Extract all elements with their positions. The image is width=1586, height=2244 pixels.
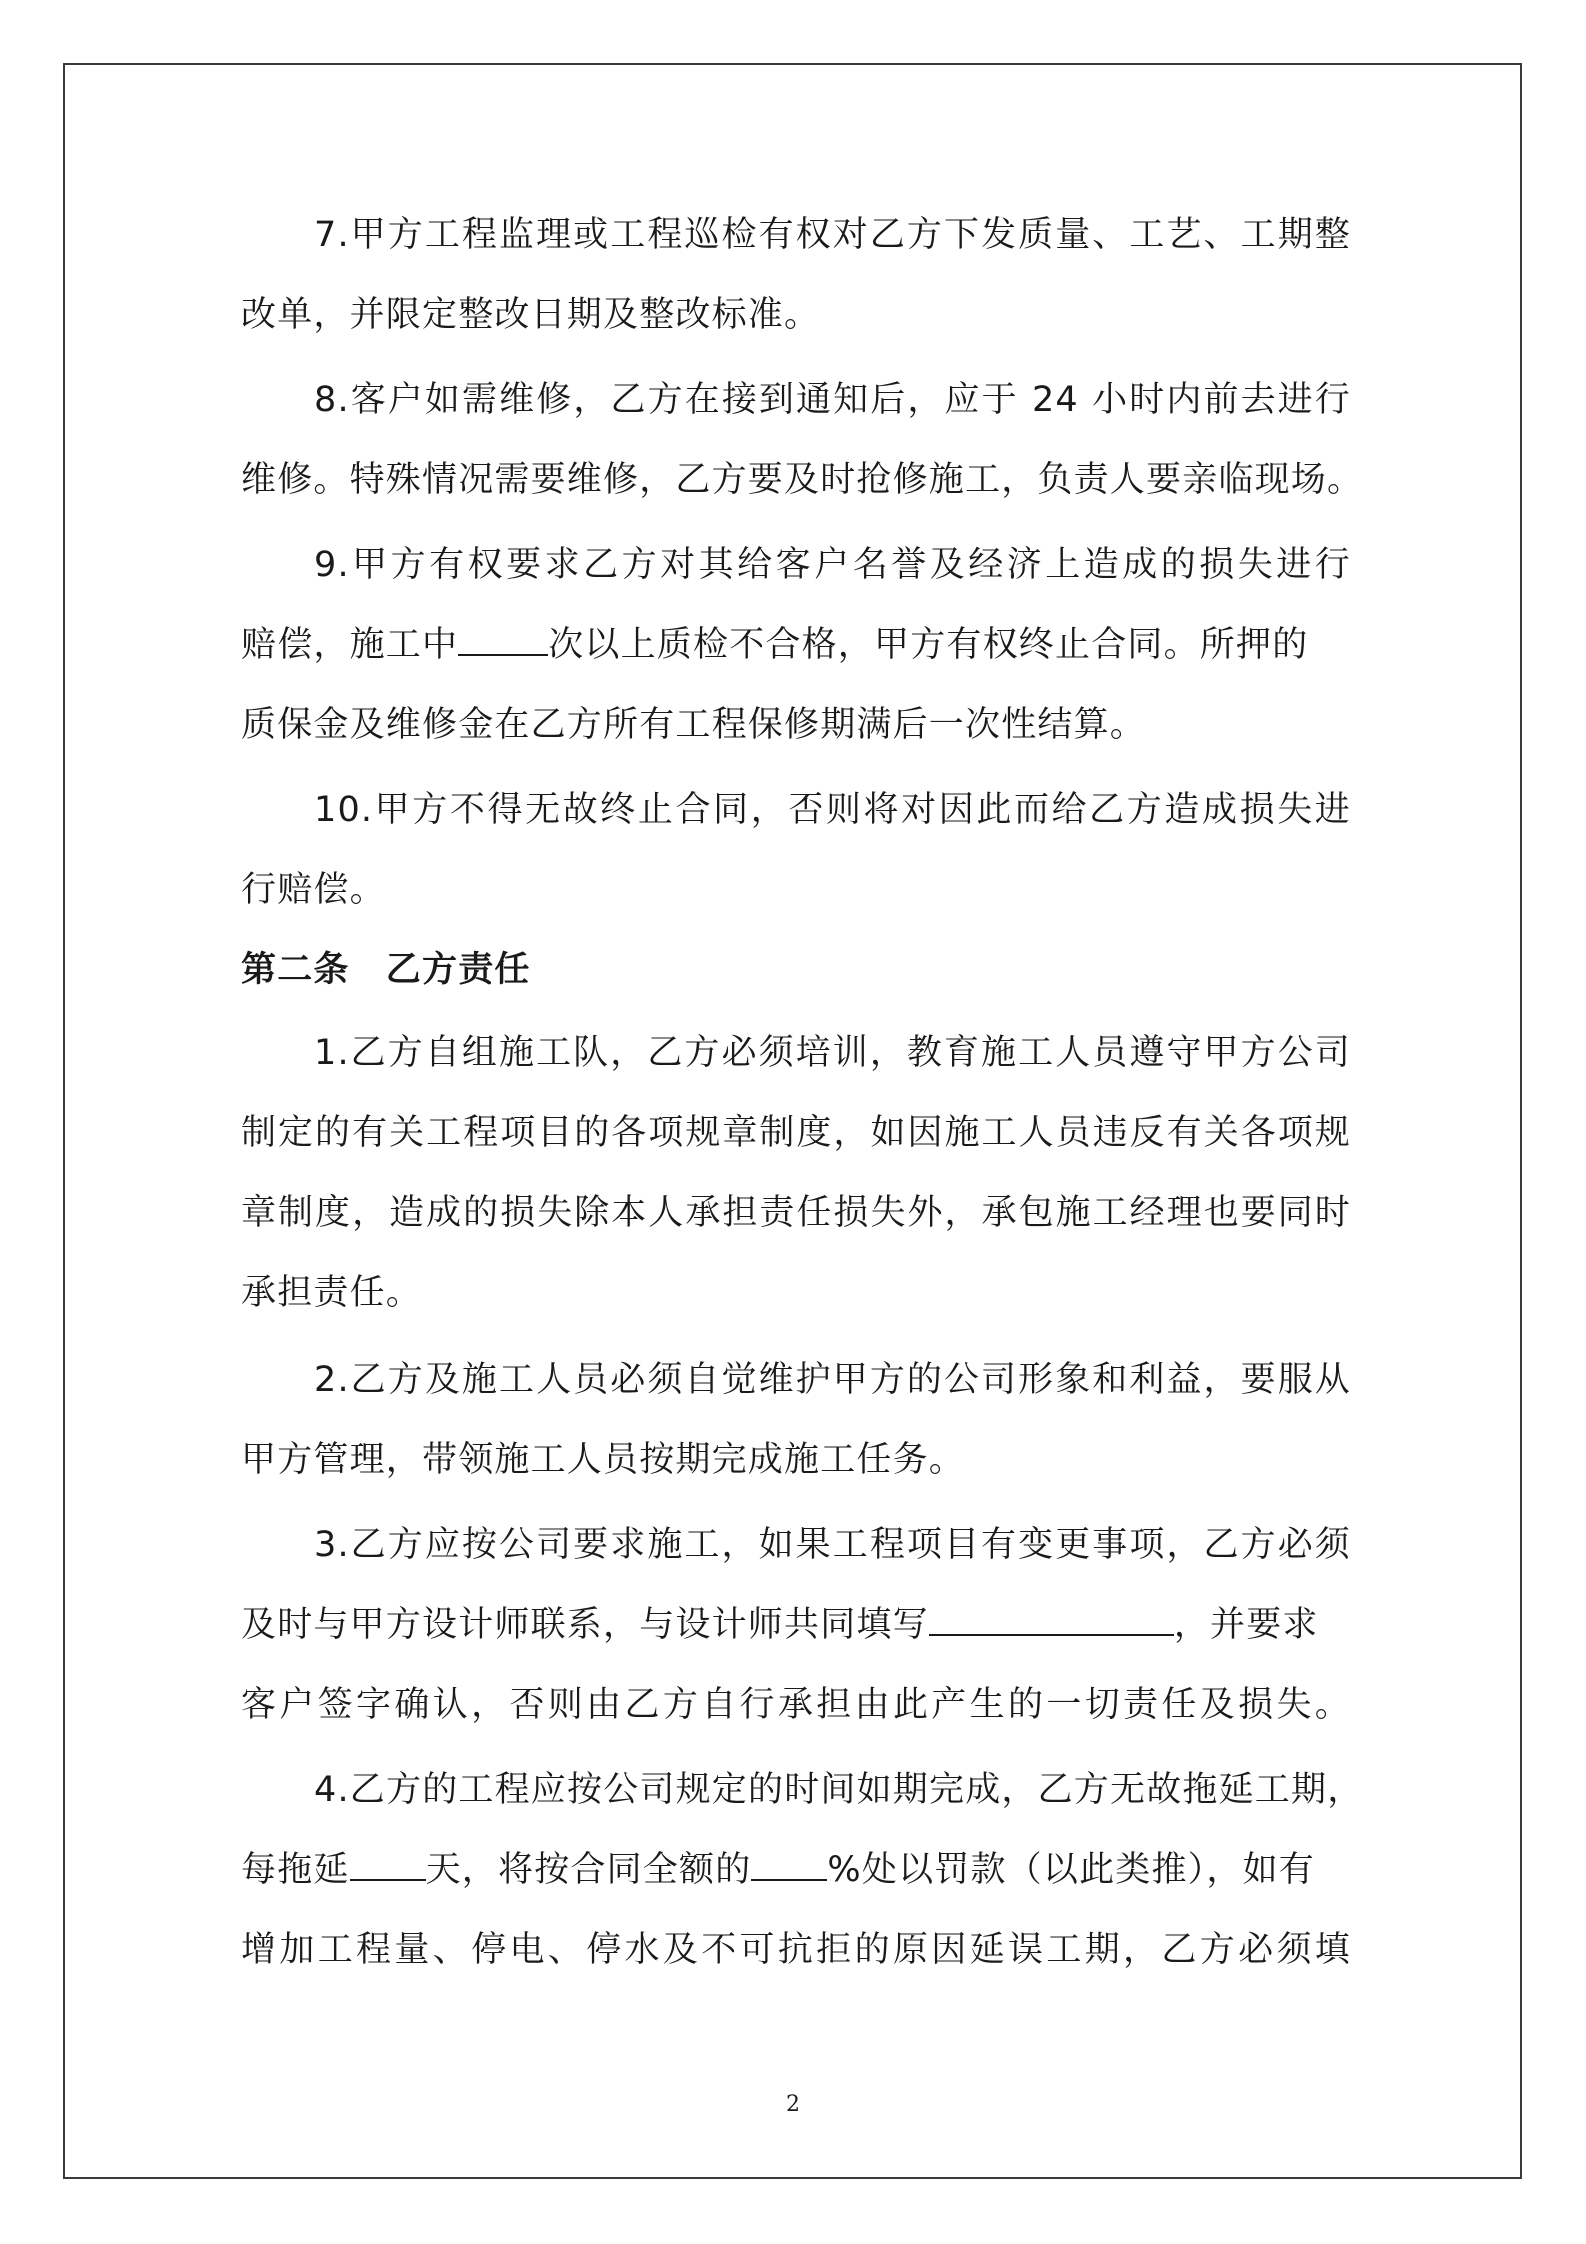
clause-7-line-2: 改单，并限定整改日期及整改标准。 <box>241 295 821 335</box>
item-3-line-2 <box>241 1585 1351 1665</box>
item-1 <box>241 1013 1351 1333</box>
item-3-line-3: 客户签字确认，否则由乙方自行承担由此产生的一切责任及损失。 <box>241 1685 1351 1725</box>
clause-7-line-1: 7.甲方工程监理或工程巡检有权对乙方下发质量、工艺、工期整 <box>314 215 1351 255</box>
item-4-line-2-mid: 天，将按合同全额的 <box>425 1850 752 1890</box>
item-1-line-4: 承担责任。 <box>241 1273 423 1313</box>
fill-in-blank-days[interactable] <box>350 1851 426 1881</box>
fill-in-blank-count[interactable] <box>458 626 548 656</box>
clause-9 <box>241 525 1351 765</box>
item-3 <box>241 1505 1351 1745</box>
clause-7 <box>241 195 1351 355</box>
item-4 <box>241 1750 1364 1990</box>
item-4-line-1: 4.乙方的工程应按公司规定的时间如期完成，乙方无故拖延工期， <box>314 1770 1364 1810</box>
section-2-heading: 第二条 乙方责任 <box>241 950 531 990</box>
clause-10-line-2: 行赔偿。 <box>241 870 386 910</box>
item-2 <box>241 1340 1351 1500</box>
item-4-line-2-end: %处以罚款（以此类推），如有 <box>827 1850 1315 1890</box>
clause-8-line-2: 维修。特殊情况需要维修，乙方要及时抢修施工，负责人要亲临现场。 <box>241 460 1364 500</box>
item-4-line-2 <box>241 1830 1351 1910</box>
fill-in-blank-percent[interactable] <box>751 1851 827 1881</box>
clause-9-line-3: 质保金及维修金在乙方所有工程保修期满后一次性结算。 <box>241 705 1147 745</box>
item-3-line-2-start: 及时与甲方设计师联系，与设计师共同填写 <box>241 1605 929 1645</box>
clause-8 <box>241 360 1364 520</box>
item-4-line-2-start: 每拖延 <box>241 1850 350 1890</box>
item-3-line-2-end: ，并要求 <box>1173 1605 1319 1645</box>
clause-9-line-1: 9.甲方有权要求乙方对其给客户名誉及经济上造成的损失进行 <box>314 545 1351 585</box>
clause-9-line-2-start: 赔偿，施工中 <box>241 625 459 665</box>
clause-9-line-2-end: 次以上质检不合格，甲方有权终止合同。所押的 <box>548 625 1309 665</box>
item-2-line-2: 甲方管理，带领施工人员按期完成施工任务。 <box>241 1440 966 1480</box>
fill-in-blank-form[interactable] <box>929 1606 1174 1636</box>
clause-9-line-2 <box>241 605 1351 685</box>
item-4-line-3: 增加工程量、停电、停水及不可抗拒的原因延误工期，乙方必须填 <box>241 1930 1351 1970</box>
clause-8-line-1: 8.客户如需维修，乙方在接到通知后，应于 24 小时内前去进行 <box>314 380 1351 420</box>
item-3-line-1: 3.乙方应按公司要求施工，如果工程项目有变更事项，乙方必须 <box>314 1525 1351 1565</box>
item-1-line-2: 制定的有关工程项目的各项规章制度，如因施工人员违反有关各项规 <box>241 1113 1351 1153</box>
clause-10-line-1: 10.甲方不得无故终止合同，否则将对因此而给乙方造成损失进 <box>314 790 1351 830</box>
clause-10 <box>241 770 1351 930</box>
item-2-line-1: 2.乙方及施工人员必须自觉维护甲方的公司形象和利益，要服从 <box>314 1360 1351 1400</box>
page-number: 2 <box>786 2092 800 2117</box>
item-1-line-1: 1.乙方自组施工队，乙方必须培训，教育施工人员遵守甲方公司 <box>314 1033 1351 1073</box>
item-1-line-3: 章制度，造成的损失除本人承担责任损失外，承包施工经理也要同时 <box>241 1193 1351 1233</box>
